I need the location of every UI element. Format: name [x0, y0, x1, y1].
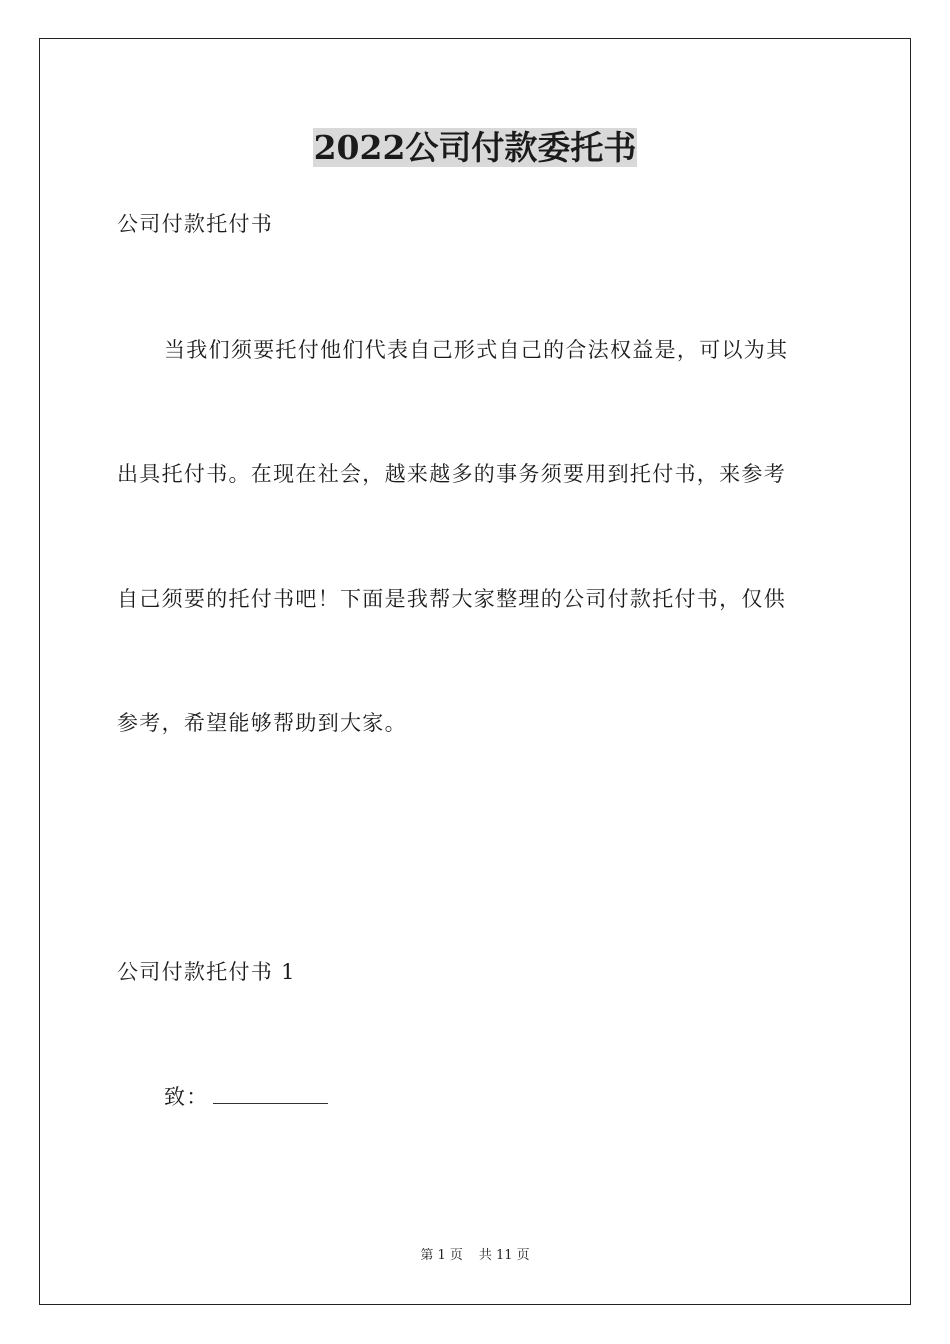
- intro-line-1: 当我们须要托付他们代表自己形式自己的合法权益是，可以为其: [164, 338, 789, 362]
- section-heading: 公司付款托付书 1: [117, 960, 296, 984]
- document-title: 2022公司付款委托书: [313, 128, 637, 167]
- addressee-blank: [213, 1083, 328, 1104]
- intro-line-4: 参考，希望能够帮助到大家。: [117, 711, 407, 735]
- intro-line-2: 出具托付书。在现在社会，越来越多的事务须要用到托付书，来参考: [117, 462, 786, 486]
- page-number-total: 共 11 页: [478, 1248, 530, 1263]
- page-footer: [0, 1247, 950, 1265]
- page-number-current: 第 1 页: [420, 1248, 463, 1263]
- intro-line-3: 自己须要的托付书吧！下面是我帮大家整理的公司付款托付书，仅供: [117, 587, 786, 611]
- addressee-label: 致：: [164, 1085, 209, 1109]
- document-subtitle: 公司付款托付书: [117, 212, 274, 236]
- addressee-line: [164, 1082, 328, 1112]
